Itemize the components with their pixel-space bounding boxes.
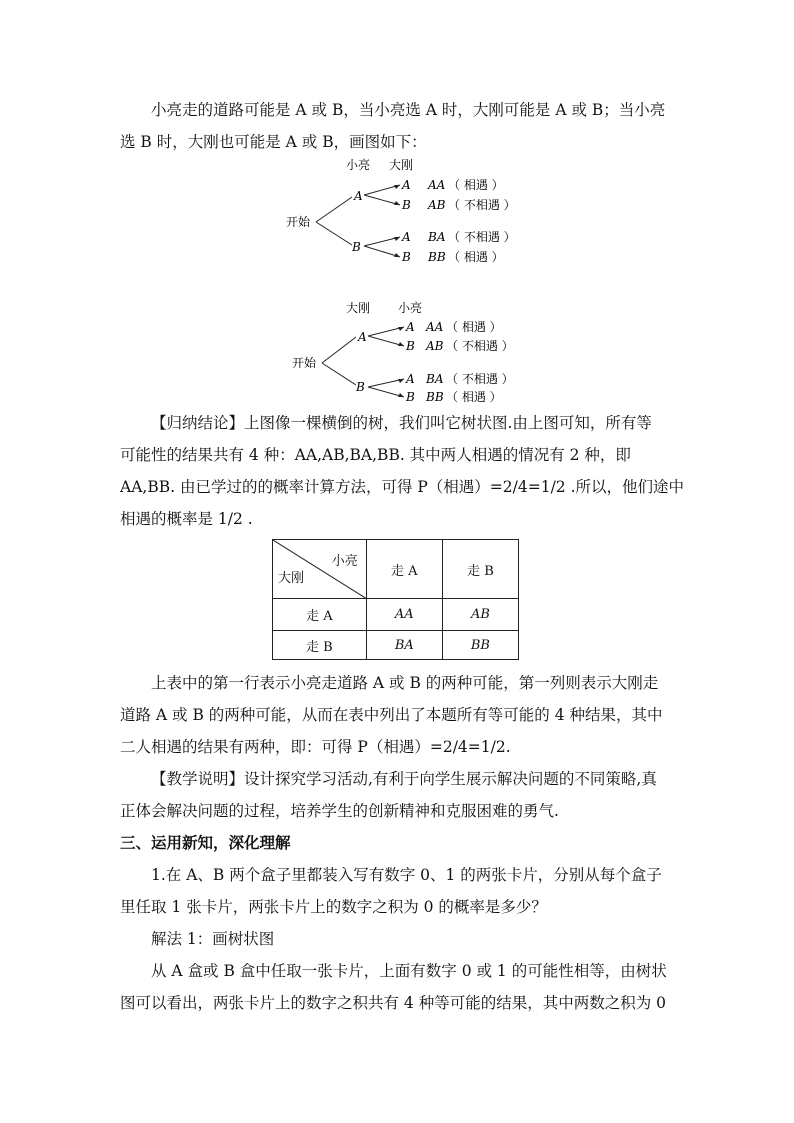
tree2-leaf-node: A <box>406 372 415 386</box>
tree1-leaf-note: （ 不相遇 ） <box>448 198 516 212</box>
tree-diagram-1 <box>280 150 540 270</box>
corner-top-label: 小亮 <box>331 554 358 569</box>
tree1-header-2: 大刚 <box>389 158 414 172</box>
tree1-leaf-pair: AA <box>428 178 446 192</box>
tree1-leaf-note: （ 相遇 ） <box>448 178 504 192</box>
answer-line-1: 从 A 盒或 B 盒中任取一张卡片，上面有数字 0 或 1 的可能性相等，由树状 <box>151 962 667 980</box>
tree1-leaf-pair: BB <box>428 250 446 264</box>
conclusion-line-1: 【归纳结论】上图像一棵横倒的树，我们叫它树状图.由上图可知，所有等 <box>151 414 652 432</box>
tree2-leaf-note: （ 不相遇 ） <box>446 339 514 353</box>
tree1-leaf-node: A <box>402 178 411 192</box>
tree2-leaf-node: B <box>406 390 415 404</box>
table-cell: AA <box>366 599 442 631</box>
tree1-header-1: 小亮 <box>346 158 371 172</box>
tree2-header-2: 小亮 <box>398 301 423 315</box>
table-explain-line-1: 上表中的第一行表示小亮走道路 A 或 B 的两种可能，第一列则表示大刚走 <box>151 674 659 692</box>
tree2-node-a: A <box>358 330 367 344</box>
tree1-node-b: B <box>352 240 361 254</box>
tree2-leaf-note: （ 相遇 ） <box>446 390 502 404</box>
tree2-leaf-pair: BA <box>426 372 444 386</box>
tree2-leaf-pair: AA <box>426 320 444 334</box>
corner-bottom-label: 大刚 <box>278 571 305 586</box>
conclusion-line-2: 可能性的结果共有 4 种：AA,AB,BA,BB. 其中两人相遇的情况有 2 种，即 <box>120 446 631 464</box>
row-header-a: 走 A <box>273 599 367 631</box>
table-cell: BA <box>366 631 442 660</box>
tree2-node-b: B <box>356 380 365 394</box>
tree1-node-a: A <box>354 189 363 203</box>
answer-line-2: 图可以看出，两张卡片上的数字之积共有 4 种等可能的结果，其中两数之积为 0 <box>120 994 667 1012</box>
teaching-note-line-1: 【教学说明】设计探究学习活动,有利于向学生展示解决问题的不同策略,真 <box>151 770 657 788</box>
conclusion-line-4: 相遇的概率是 1/2 . <box>120 510 253 528</box>
intro-line-2: 选 B 时，大刚也可能是 A 或 B，画图如下： <box>120 133 427 151</box>
question-line-1: 1.在 A、B 两个盒子里都装入写有数字 0、1 的两张卡片，分别从每个盒子 <box>151 866 662 884</box>
col-header-b: 走 B <box>442 540 518 599</box>
section-heading: 三、运用新知，深化理解 <box>120 834 291 852</box>
tree2-leaf-node: B <box>406 339 415 353</box>
table-corner-cell <box>273 540 367 599</box>
teaching-note-line-2: 正体会解决问题的过程，培养学生的创新精神和克服困难的勇气. <box>120 802 559 820</box>
tree2-root: 开始 <box>292 356 317 370</box>
table-explain-line-3: 二人相遇的结果有两种，即：可得 P（相遇）=2/4=1/2. <box>120 738 511 756</box>
outcome-table <box>272 539 519 660</box>
intro-line-1: 小亮走的道路可能是 A 或 B，当小亮选 A 时，大刚可能是 A 或 B；当小亮 <box>151 101 666 119</box>
tree1-leaf-node: B <box>402 198 411 212</box>
tree1-root: 开始 <box>286 215 311 229</box>
table-cell: BB <box>442 631 518 660</box>
tree2-leaf-note: （ 不相遇 ） <box>446 372 514 386</box>
tree1-leaf-note: （ 相遇 ） <box>448 250 504 264</box>
tree-diagram-2 <box>286 292 546 410</box>
tree2-leaf-pair: AB <box>426 339 444 353</box>
question-line-2: 里任取 1 张卡片，两张卡片上的数字之积为 0 的概率是多少？ <box>120 898 547 916</box>
tree2-leaf-pair: BB <box>426 390 444 404</box>
tree1-leaf-note: （ 不相遇 ） <box>448 230 516 244</box>
row-header-b: 走 B <box>273 631 367 660</box>
method-label: 解法 1：画树状图 <box>151 930 275 948</box>
col-header-a: 走 A <box>366 540 442 599</box>
conclusion-line-3: AA,BB. 由已学过的的概率计算方法，可得 P（相遇）=2/4=1/2 .所以，他们途中 <box>120 478 685 496</box>
table-explain-line-2: 道路 A 或 B 的两种可能，从而在表中列出了本题所有等可能的 4 种结果，其中 <box>120 706 663 724</box>
tree1-leaf-node: A <box>402 230 411 244</box>
tree2-header-1: 大刚 <box>346 301 371 315</box>
table-cell: AB <box>442 599 518 631</box>
tree2-leaf-node: A <box>406 320 415 334</box>
tree1-leaf-pair: AB <box>428 198 446 212</box>
tree2-leaf-note: （ 相遇 ） <box>446 320 502 334</box>
tree1-leaf-pair: BA <box>428 230 446 244</box>
tree1-leaf-node: B <box>402 250 411 264</box>
